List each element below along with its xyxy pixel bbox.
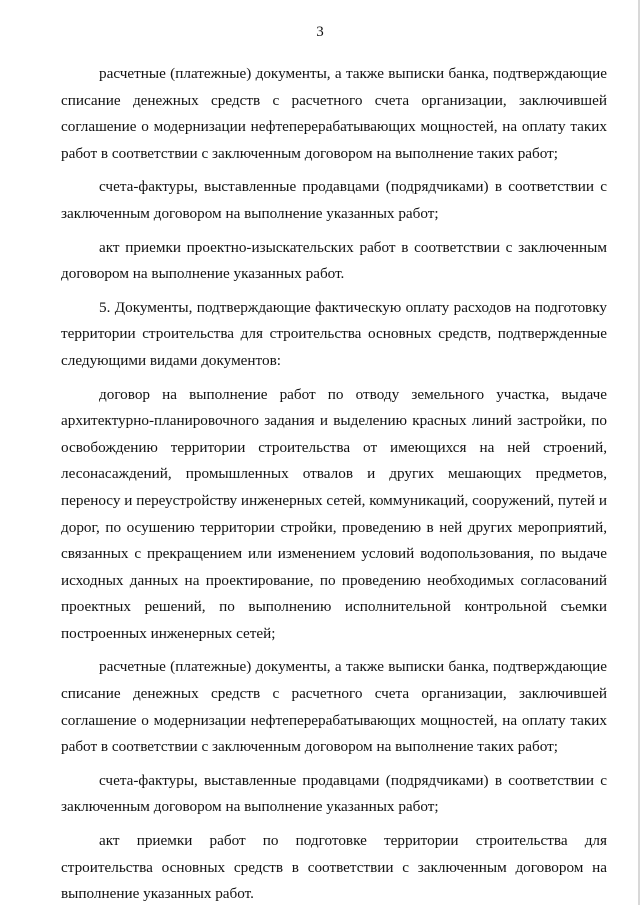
document-body	[61, 61, 607, 915]
page-number: 3	[316, 24, 324, 40]
paragraph-invoices-design: счета-фактуры, выставленные продавцами (подрядчиками) в соответствии с заключенным договором на выполнение указанных работ;	[61, 178, 607, 222]
paragraph-acceptance-act-design: акт приемки проектно-изыскательских работ в соответствии с заключенным договором на выполнение указанных работ.	[61, 238, 607, 283]
paragraph-payment-documents-site: расчетные (платежные) документы, а также выписки банка, подтверждающие списание денежных средств с расчетного счета организации, заключившей соглашение о модернизации нефтеперерабатывающих мощностей, на оплату таких работ в соответствии с заключенным договором на выполнение таких работ;	[61, 658, 607, 756]
paragraph-acceptance-act-site: акт приемки работ по подготовке территории строительства для строительства основных средств в соответствии с заключенным договором на выполнение указанных работ.	[61, 832, 607, 903]
paragraph-section-5-heading: 5. Документы, подтверждающие фактическую оплату расходов на подготовку территории строительства для строительства основных средств, подтвержденные следующими видами документов:	[61, 298, 607, 369]
paragraph-site-preparation-contract: договор на выполнение работ по отводу земельного участка, выдаче архитектурно-планировочного задания и выделению красных линий застройки, по освобождению территории строительства от имеющихся на ней строений, лесонасаждений, промышленных отвалов и других мешающих предметов, переносу и переустройству инженерных сетей, коммуникаций, сооружений, путей и дорог, по осушению территории стройки, проведению в ней других мероприятий, связанных с прекращением или изменением условий водопользования, по выдаче исходных данных на проектирование, по проведению необходимых согласований проектных решений, по выполнению исполнительной контрольной съемки построенных инженерных сетей;	[61, 385, 607, 642]
paragraph-payment-documents-design: расчетные (платежные) документы, а также выписки банка, подтверждающие списание денежных средств с расчетного счета организации, заключившей соглашение о модернизации нефтеперерабатывающих мощностей, на оплату таких работ в соответствии с заключенным договором на выполнение таких работ;	[61, 65, 607, 162]
paragraph-invoices-site: счета-фактуры, выставленные продавцами (подрядчиками) в соответствии с заключенным договором на выполнение указанных работ;	[61, 771, 607, 816]
